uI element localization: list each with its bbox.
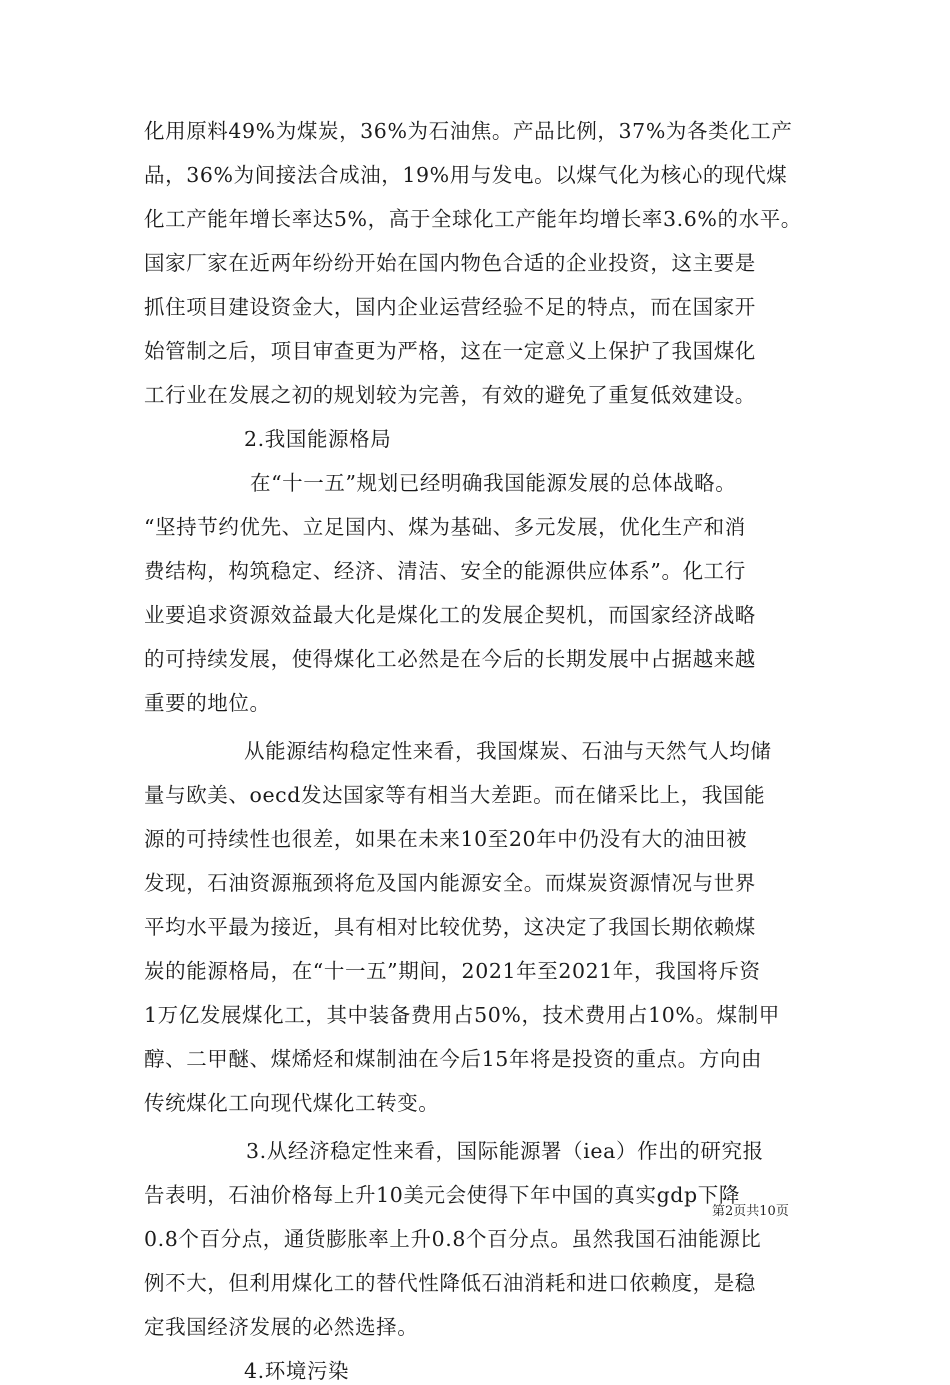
section-heading: 2.我国能源格局	[244, 427, 392, 451]
page-number-footer: 第2页共10页	[712, 1204, 789, 1219]
section-heading: 4.环境污染	[244, 1359, 350, 1383]
body-text-line: 醇、二甲醚、煤烯烃和煤制油在今后15年将是投资的重点。方向由	[144, 1047, 763, 1071]
body-text-line: 从能源结构稳定性来看，我国煤炭、石油与天然气人均储	[244, 739, 772, 763]
body-text-line: 的可持续发展，使得煤化工必然是在今后的长期发展中占据越来越	[144, 647, 756, 671]
body-text-line: 工行业在发展之初的规划较为完善，有效的避免了重复低效建设。	[144, 383, 756, 407]
body-text-line: 平均水平最为接近，具有相对比较优势，这决定了我国长期依赖煤	[144, 915, 756, 939]
body-text-line: 3.从经济稳定性来看，国际能源署（iea）作出的研究报	[246, 1139, 764, 1163]
body-text-line: 国家厂家在近两年纷纷开始在国内物色合适的企业投资，这主要是	[144, 251, 756, 275]
body-text-line: “坚持节约优先、立足国内、煤为基础、多元发展，优化生产和消	[144, 515, 746, 539]
body-text-line: 费结构，构筑稳定、经济、清洁、安全的能源供应体系”。化工行	[144, 559, 746, 583]
body-text-line: 例不大，但利用煤化工的替代性降低石油消耗和进口依赖度，是稳	[144, 1271, 756, 1295]
body-text-line: 源的可持续性也很差，如果在未来10至20年中仍没有大的油田被	[144, 827, 748, 851]
body-text-line: 炭的能源格局，在“十一五”期间，2021年至2021年，我国将斥资	[144, 959, 761, 983]
body-text-line: 化用原料49%为煤炭，36%为石油焦。产品比例，37%为各类化工产	[144, 119, 793, 143]
body-text-line: 始管制之后，项目审查更为严格，这在一定意义上保护了我国煤化	[144, 339, 756, 363]
body-text-line: 品，36%为间接法合成油，19%用与发电。以煤气化为核心的现代煤	[144, 163, 788, 187]
body-text-line: 定我国经济发展的必然选择。	[144, 1315, 419, 1339]
body-text-line: 1万亿发展煤化工，其中装备费用占50%，技术费用占10%。煤制甲	[144, 1003, 780, 1027]
body-text-line: 0.8个百分点，通货膨胀率上升0.8个百分点。虽然我国石油能源比	[144, 1227, 762, 1251]
body-text-line: 业要追求资源效益最大化是煤化工的发展企契机，而国家经济战略	[144, 603, 756, 627]
body-text-line: 在“十一五”规划已经明确我国能源发展的总体战略。	[250, 471, 737, 495]
body-text-line: 量与欧美、oecd发达国家等有相当大差距。而在储采比上，我国能	[144, 783, 766, 807]
body-text-line: 发现，石油资源瓶颈将危及国内能源安全。而煤炭资源情况与世界	[144, 871, 756, 895]
body-text-line: 化工产能年增长率达5%，高于全球化工产能年均增长率3.6%的水平。	[144, 207, 802, 231]
body-text-line: 告表明，石油价格每上升10美元会使得下年中国的真实gdp下降	[144, 1183, 740, 1207]
body-text-line: 传统煤化工向现代煤化工转变。	[144, 1091, 440, 1115]
body-text-line: 抓住项目建设资金大，国内企业运营经验不足的特点，而在国家开	[144, 295, 756, 319]
body-text-line: 重要的地位。	[144, 691, 271, 715]
